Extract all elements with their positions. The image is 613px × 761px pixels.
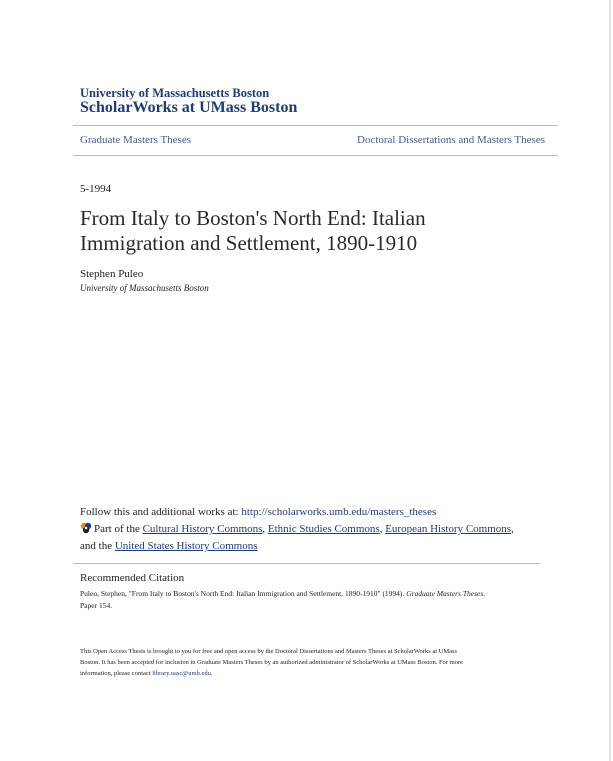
notice-line3-prefix: information, please contact [80,670,153,677]
paper-title-line2: Immigration and Settlement, 1890-1910 [80,231,418,255]
follow-line [80,506,436,518]
sep2: , [379,523,386,535]
citation-series: Graduate Masters Theses. [406,589,486,598]
paper-title-line1: From Italy to Boston's North End: Italian [80,206,426,230]
author-affiliation: University of Massachusetts Boston [80,283,209,293]
divider-top [73,125,558,126]
sep3: , [511,523,514,535]
link-european-history[interactable]: European History Commons [385,523,512,535]
paper-title [80,206,540,256]
notice-line1: This Open Access Thesis is brought to you for free and open access by the Doctoral Dissertations and Masters Theses at ScholarWorks at UMass [80,648,458,655]
link-ethnic-studies[interactable]: Ethnic Studies Commons [267,523,380,535]
citation-paper: Paper 154. [80,601,113,610]
nav-link-doctoral-dissertations[interactable]: Doctoral Dissertations and Masters Theses [357,134,545,146]
citation-text [80,588,535,612]
publication-date: 5-1994 [80,183,112,195]
contact-email-link[interactable]: library.uasc@umb.edu [152,670,211,677]
notice-line3-suffix: . [210,670,213,677]
citation-divider [73,563,540,564]
nav-link-graduate-masters-theses[interactable]: Graduate Masters Theses [80,134,191,146]
part-of-commons [80,522,540,554]
link-cultural-history[interactable]: Cultural History Commons [142,523,263,535]
sep1: , [262,523,268,535]
author-name: Stephen Puleo [80,268,144,280]
access-notice [80,646,540,679]
citation-body: Puleo, Stephen, "From Italy to Boston's North End: Italian Immigration and Settlement, 1890-1910" (1994). [80,589,407,598]
follow-text: Follow this and additional works at: [80,506,242,518]
part-of-prefix: Part of the [94,523,143,535]
repository-name[interactable]: ScholarWorks at UMass Boston [80,99,298,116]
link-us-history[interactable]: United States History Commons [114,540,258,552]
notice-line3 [80,668,540,679]
university-name[interactable]: University of Massachusetts Boston [80,86,270,100]
divider-bottom [73,155,558,156]
citation-heading: Recommended Citation [80,572,185,584]
open-access-icon [80,522,92,539]
follow-url-link[interactable]: http://scholarworks.umb.edu/masters_theses [241,506,437,518]
and-the-text: and the [80,540,115,552]
notice-line2: Boston. It has been accepted for inclusion in Graduate Masters Theses by an authorized administrator of ScholarWorks at UMass Boston. For more [80,659,463,666]
